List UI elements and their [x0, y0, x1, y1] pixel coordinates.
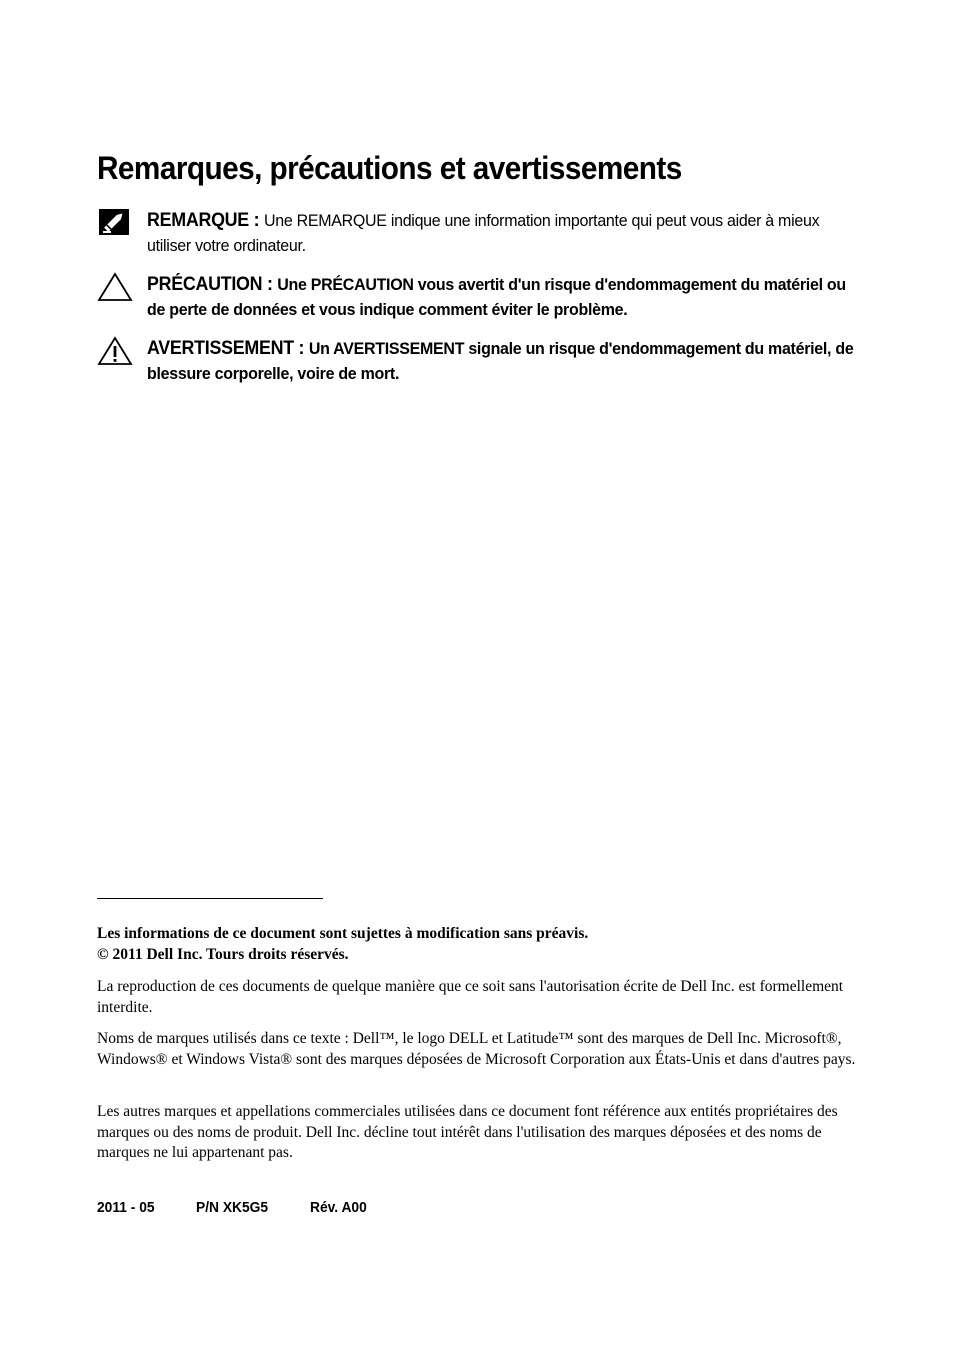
caution-text: [147, 272, 861, 322]
caution-triangle-icon: [97, 272, 133, 302]
other-marks-notice: Les autres marques et appellations commerciales utilisées dans ce document font référence aux entités propriétaires des marques ou des noms de produit. Dell Inc. décline tout intérêt dans l'utilisation des marques déposées et des noms de marques ne lui appartenant pas.: [97, 1103, 838, 1161]
caution-body: Une PRÉCAUTION vous avertit d'un risque d'endommagement du matériel ou de perte de données et vous indique comment éviter le problème.: [147, 275, 846, 319]
publication-date: 2011 - 05: [97, 1199, 155, 1216]
warning-text: [147, 336, 861, 386]
warning-label: AVERTISSEMENT :: [147, 338, 309, 359]
trademarks-notice: Noms de marques utilisés dans ce texte : Dell™, le logo DELL et Latitude™ sont des marques de Dell Inc. Microsoft®, Windows® et Windows Vista® sont des marques déposées de Microsoft Corporation aux États-Unis et dans d'autres pays.: [97, 1030, 856, 1068]
revision: Rév. A00: [310, 1199, 367, 1216]
footnote-divider: [97, 898, 323, 899]
pencil-note-icon: [97, 208, 133, 238]
copyright-notice: © 2011 Dell Inc. Tours droits réservés.: [97, 945, 349, 963]
page-title: Remarques, précautions et avertissements: [97, 150, 682, 186]
part-number: P/N XK5G5: [196, 1199, 269, 1216]
reproduction-notice: La reproduction de ces documents de quelque manière que ce soit sans l'autorisation écrite de Dell Inc. est formellement interdite.: [97, 978, 844, 1016]
legal-notice: [97, 924, 865, 965]
note-label: REMARQUE :: [147, 210, 264, 231]
warning-body: Un AVERTISSEMENT signale un risque d'endommagement du matériel, de blessure corporelle, voire de mort.: [147, 339, 854, 383]
modification-notice: Les informations de ce document sont sujettes à modification sans préavis.: [97, 925, 589, 942]
caution-label: PRÉCAUTION :: [147, 274, 278, 295]
note-text: [147, 208, 861, 258]
note-body: Une REMARQUE indique une information importante qui peut vous aider à mieux utiliser votre ordinateur.: [147, 211, 820, 255]
warning-exclamation-icon: [97, 336, 133, 366]
